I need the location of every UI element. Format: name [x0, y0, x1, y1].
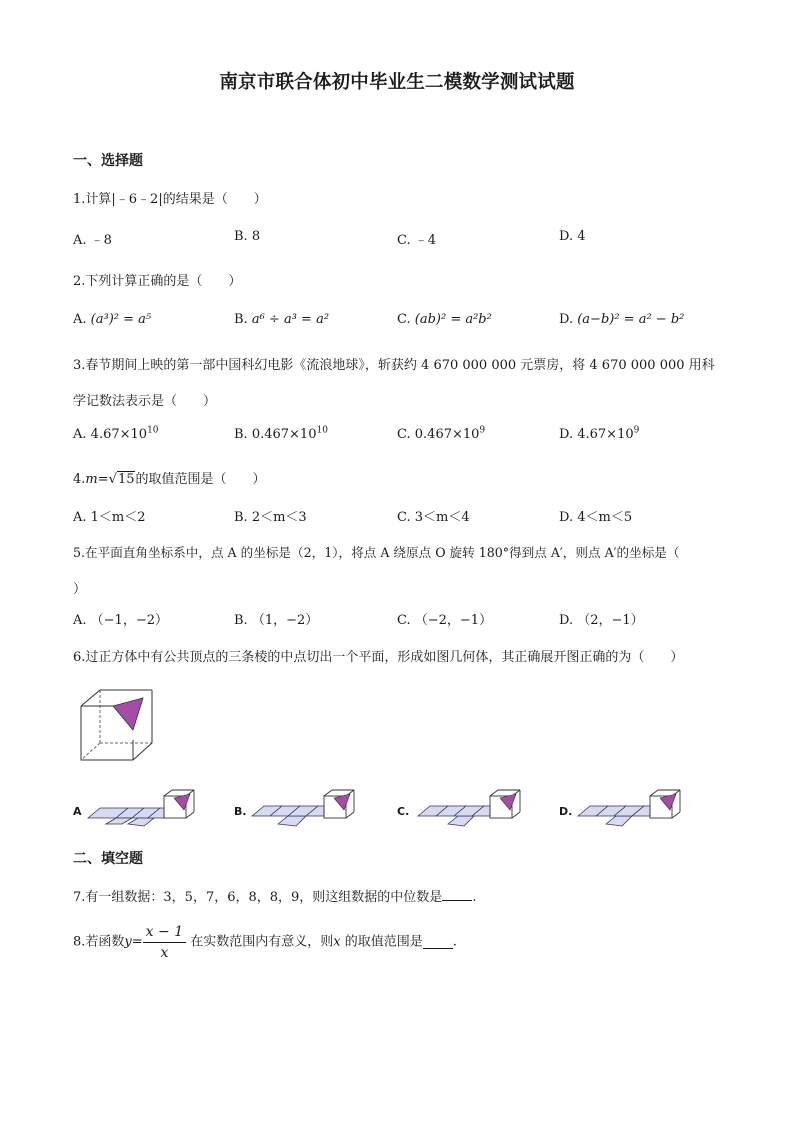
option-label: C. [397, 427, 411, 442]
question-6-option-d-label: D. [559, 805, 573, 818]
question-6-option-b-label: B. [234, 805, 247, 818]
question-7-text: 7.有一组数据：3，5，7，6，8，8，9，则这组数据的中位数是 [73, 890, 443, 905]
question-2-option-a [73, 312, 151, 327]
option-mantissa: 4.67×10 [577, 427, 634, 442]
question-7-stem [73, 886, 476, 905]
question-2-stem: 2.下列计算正确的是（ ） [73, 274, 242, 289]
answer-blank [423, 937, 453, 949]
variable-x: x [333, 934, 341, 950]
question-2-option-d [559, 312, 684, 327]
option-exponent: 9 [633, 425, 640, 436]
question-6-option-b-net [252, 790, 362, 830]
question-3-stem-line-2: 学记数法表示是（ ） [73, 394, 217, 409]
equals-sign: = [131, 934, 143, 950]
question-1-option-d: D. 4 [559, 229, 586, 244]
question-6-option-a-label: A [73, 805, 82, 818]
question-1-option-c: C. ﹣4 [397, 233, 437, 248]
question-8-stem [73, 922, 457, 963]
option-label: B. [234, 312, 248, 327]
question-5-option-b: B. （1，−2） [234, 613, 319, 628]
question-8-middle: 在实数范围内有意义，则 [186, 934, 334, 950]
question-3-stem-line-1: 3.春节期间上映的第一部中国科幻电影《流浪地球》，斩获约 4 670 000 000 元票房，将 4 670 000 000 用科 [73, 358, 715, 373]
question-4-option-a: A. 1＜m＜2 [73, 510, 146, 525]
question-6-stem: 6.过正方体中有公共顶点的三条棱的中点切出一个平面，形成如图几何体，其正确展开图正确的为（ ） [73, 650, 684, 665]
option-label: D. [559, 312, 574, 327]
option-expression: (a−b)² = a² − b² [577, 312, 685, 327]
fraction [143, 922, 186, 963]
question-2-option-b [234, 312, 329, 327]
question-3-option-a [73, 427, 159, 442]
answer-blank [442, 889, 472, 901]
section-heading-fill-in: 二、填空题 [73, 851, 143, 867]
question-number: 4. [73, 472, 86, 487]
fraction-numerator: x − 1 [143, 922, 186, 943]
option-expression: (a³)² = a⁵ [90, 312, 152, 327]
option-label: D. [559, 427, 574, 442]
question-3-option-c [397, 427, 485, 442]
variable-m: m [85, 472, 98, 487]
option-mantissa: 0.467×10 [251, 427, 317, 442]
question-5-option-d: D. （2，−1） [559, 613, 644, 628]
question-5-stem-line-1: 5.在平面直角坐标系中，点 A 的坐标是（2，1），将点 A 绕原点 O 旋转 180°得到点 A′，则点 A′的坐标是（ [73, 545, 680, 560]
fraction-denominator: x [160, 945, 169, 961]
question-4-stem: 4.m=√15的取值范围是（ ） [73, 472, 266, 487]
question-1-stem: 1.计算|﹣6﹣2|的结果是（ ） [73, 192, 267, 207]
question-5-option-a: A. （−1，−2） [73, 613, 168, 628]
question-3-option-b [234, 427, 328, 442]
option-mantissa: 4.67×10 [90, 427, 148, 442]
option-label: A. [73, 312, 87, 327]
question-5-stem-line-2: ） [73, 582, 87, 597]
cut-triangle [113, 698, 143, 730]
equals-sign: = [97, 472, 109, 487]
question-5-option-c: C. （−2，−1） [397, 613, 493, 628]
section-heading-choice: 一、选择题 [73, 153, 143, 169]
option-expression: (ab)² = a²b² [414, 312, 492, 327]
variable-y: y [124, 934, 132, 950]
question-6-option-a-net [88, 790, 203, 830]
option-label: A. [73, 427, 87, 442]
question-6-option-c-label: C. [397, 805, 410, 818]
option-label: B. [234, 427, 248, 442]
option-exponent: 9 [479, 425, 486, 436]
option-exponent: 10 [147, 425, 159, 436]
question-2-option-c [397, 312, 492, 327]
option-expression: a⁶ ÷ a³ = a² [251, 312, 330, 327]
question-8-end: . [452, 934, 457, 950]
question-4-suffix: 的取值范围是（ ） [135, 472, 266, 487]
question-6-option-c-net [418, 790, 528, 830]
cut-cube-figure [78, 688, 158, 768]
question-1-option-a: A. ﹣8 [73, 233, 112, 248]
question-3-option-d [559, 427, 639, 442]
question-8-prefix: 8.若函数 [73, 934, 125, 950]
option-label: C. [397, 312, 411, 327]
question-4-option-b: B. 2＜m＜3 [234, 510, 307, 525]
page-title: 南京市联合体初中毕业生二模数学测试试题 [219, 72, 575, 93]
question-4-option-d: D. 4＜m＜5 [559, 510, 633, 525]
option-mantissa: 0.467×10 [414, 427, 480, 442]
question-4-option-c: C. 3＜m＜4 [397, 510, 470, 525]
question-1-option-b: B. 8 [234, 229, 261, 244]
option-exponent: 10 [316, 425, 328, 436]
question-8-suffix: 的取值范围是 [340, 934, 423, 950]
radicand: 15 [117, 472, 135, 487]
question-7-end: . [472, 890, 477, 905]
question-6-option-d-net [578, 790, 688, 830]
